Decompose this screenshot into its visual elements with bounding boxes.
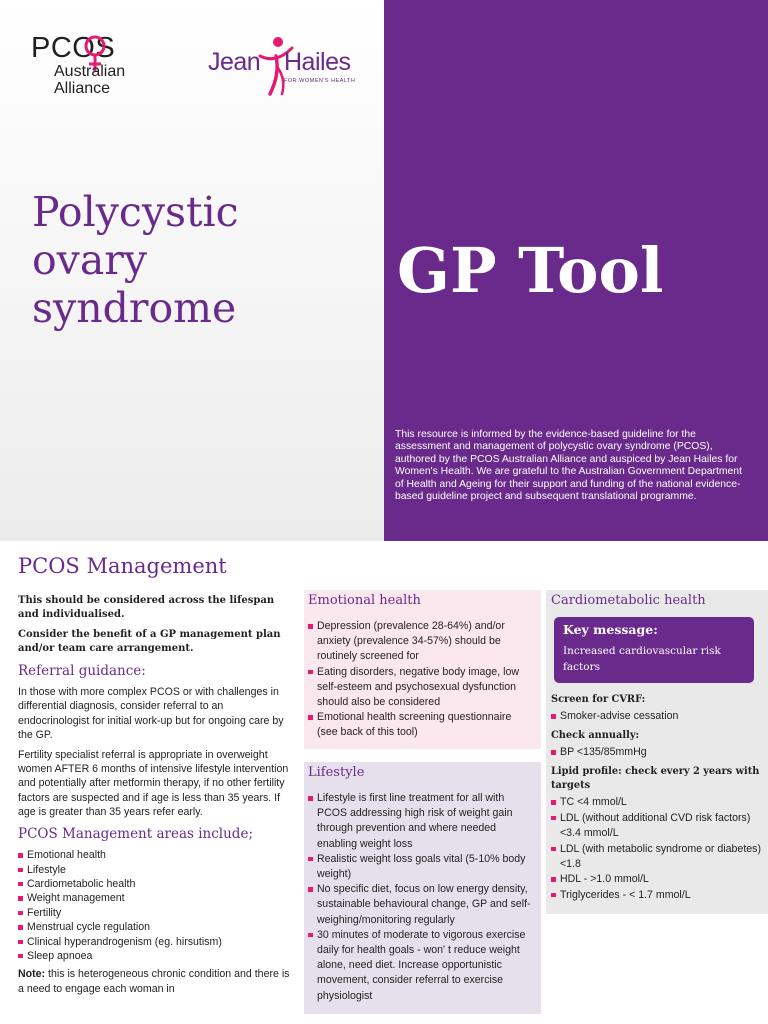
lipid-label: Lipid profile: check every 2 years with targets xyxy=(551,765,760,792)
list-item: Eating disorders, negative body image, low self-esteem and psychosexual dysfunction should also be considered xyxy=(308,665,534,711)
list-item: Cardiometabolic health xyxy=(18,877,293,891)
lifestyle-heading: Lifestyle xyxy=(308,765,365,780)
logo-jean: Jean xyxy=(208,48,261,76)
logo-pcos-word: PCOS xyxy=(31,32,116,64)
gp-tool-title: GP Tool xyxy=(397,234,664,307)
list-item: LDL (with metabolic syndrome or diabetes) <1.8 xyxy=(551,842,762,873)
emotional-health-box xyxy=(304,590,541,749)
note-paragraph xyxy=(18,967,293,996)
emotional-health-heading: Emotional health xyxy=(308,593,421,608)
areas-heading: PCOS Management areas include; xyxy=(18,825,253,842)
list-item: Depression (prevalence 28-64%) and/or anxiety (prevalence 34-57%) should be routinely screened for xyxy=(308,619,534,665)
list-item: Emotional health screening questionnaire (see back of this tool) xyxy=(308,710,534,740)
list-item: Fertility xyxy=(18,906,293,920)
lipid-list xyxy=(551,795,762,903)
list-item: Clinical hyperandrogenism (eg. hirsutism) xyxy=(18,935,293,949)
logo-australian: Australian xyxy=(54,63,126,80)
note-text: this is heterogeneous chronic condition and there is a need to engage each woman in xyxy=(18,968,290,995)
list-item: No specific diet, focus on low energy density, sustainable behavioural change, GP and self-weighing/monitoring regularly xyxy=(308,882,534,928)
list-item: TC <4 mmol/L xyxy=(551,795,762,810)
title-line-1: Polycystic xyxy=(32,188,239,236)
list-item: Realistic weight loss goals vital (5-10% body weight) xyxy=(308,852,534,882)
key-message-box xyxy=(554,617,754,683)
screen-list xyxy=(551,709,762,724)
section-title: PCOS Management xyxy=(18,554,227,578)
lifespan-statement: This should be considered across the lifespan and individualised. xyxy=(18,595,275,621)
intro-paragraph: This resource is informed by the evidence-based guideline for the assessment and management of polycystic ovary syndrome (PCOS), authored by the PCOS Australian Alliance and auspiced by Jean Hailes for Women's Health. We are grateful to the Australian Government Department of Health and Ageing for their support and funding of the national evidence-based guideline project and subsequent translational programme. xyxy=(395,429,742,503)
list-item: Lifestyle xyxy=(18,863,293,877)
logo-alliance: Alliance xyxy=(54,80,111,97)
annual-list xyxy=(551,745,762,760)
list-item: Triglycerides - < 1.7 mmol/L xyxy=(551,888,762,903)
logo-tagline: FOR WOMEN'S HEALTH xyxy=(284,78,356,84)
list-item: HDL - >1.0 mmol/L xyxy=(551,872,762,887)
list-item: Menstrual cycle regulation xyxy=(18,920,293,934)
annual-label: Check annually: xyxy=(551,729,640,741)
referral-heading: Referral guidance: xyxy=(18,662,146,679)
document-title xyxy=(32,188,362,332)
list-item: Sleep apnoea xyxy=(18,949,293,963)
list-item: LDL (without additional CVD risk factors) <3.4 mmol/L xyxy=(551,811,762,842)
list-item: Lifestyle is first line treatment for all with PCOS addressing high risk of weight gain through prevention and where needed enabling weight loss xyxy=(308,791,534,852)
gp-plan-statement: Consider the benefit of a GP management plan and/or team care arrangement. xyxy=(18,628,281,655)
logo-hailes: Hailes xyxy=(284,48,351,76)
note-label: Note: xyxy=(18,968,46,981)
title-line-2: ovary xyxy=(32,236,148,284)
title-line-3: syndrome xyxy=(32,284,237,332)
lifestyle-list xyxy=(308,791,534,1004)
screen-label: Screen for CVRF: xyxy=(551,694,646,705)
list-item: Smoker-advise cessation xyxy=(551,709,762,724)
lifestyle-box xyxy=(304,762,541,1014)
jean-hailes-logo xyxy=(208,34,368,98)
referral-paragraph-1: In those with more complex PCOS or with challenges in differential diagnosis, consider referral to an endocrinologist for initial work-up but for ongoing care by the GP. xyxy=(18,686,284,742)
list-item: Weight management xyxy=(18,891,293,905)
list-item: 30 minutes of moderate to vigorous exercise daily for health goals - won' t reduce weight alone, need diet. Increase opportunistic movement, consider referral to exercise physiologist xyxy=(308,928,534,1004)
referral-paragraph-2: Fertility specialist referral is appropriate in overweight women AFTER 6 months of intensive lifestyle intervention and potentially after metformin therapy, if no other fertility factors are suspected and if age is less than 35 years. If age is greater than 35 years refer early. xyxy=(18,748,289,819)
list-item: BP <135/85mmHg xyxy=(551,745,762,760)
cardiometabolic-box xyxy=(546,590,768,914)
management-column xyxy=(18,594,293,1001)
pcos-alliance-logo xyxy=(28,30,138,102)
key-message-text: Increased cardiovascular risk factors xyxy=(563,645,721,673)
list-item: Emotional health xyxy=(18,848,293,862)
key-message-heading: Key message: xyxy=(563,622,658,637)
emotional-health-list xyxy=(308,619,534,741)
areas-list xyxy=(18,848,293,963)
cardiometabolic-heading: Cardiometabolic health xyxy=(551,593,706,608)
